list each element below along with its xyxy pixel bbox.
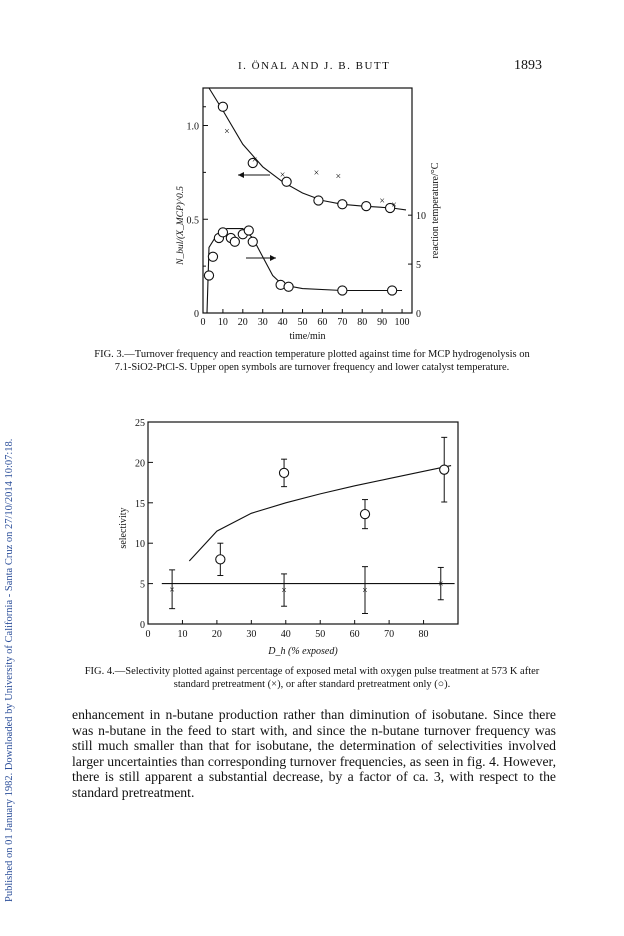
fig4-x-tick-label: 10 xyxy=(177,629,188,640)
fig4-point-cross: × xyxy=(437,579,444,591)
fig3-point-cross: × xyxy=(391,199,397,211)
fig3-point-circle xyxy=(244,226,253,235)
fig4-point-circle xyxy=(279,468,288,477)
fig4-x-axis-label: D_h (% exposed) xyxy=(268,646,338,657)
body-paragraph xyxy=(72,707,556,800)
page-number: 1893 xyxy=(514,58,542,73)
fig3-x-tick-label: 10 xyxy=(217,317,228,328)
fig4-plot-frame xyxy=(148,422,458,624)
fig4-point-cross: × xyxy=(362,585,368,597)
fig3-point-cross: × xyxy=(224,126,230,138)
fig4-y-tick-label: 0 xyxy=(140,620,145,631)
fig4-point-cross: × xyxy=(281,585,287,597)
fig3-y-tick-label: 1.0 xyxy=(186,121,199,133)
fig3-x-tick-label: 100 xyxy=(394,317,410,328)
fig3-y2-origin-label: 0 xyxy=(416,309,421,320)
fig3-point-circle xyxy=(230,237,239,246)
figure-3-caption-line1: FIG. 3.—Turnover frequency and reaction temperature plotted against time for MCP hydrogenolysis on xyxy=(94,349,530,360)
fig3-point-circle xyxy=(284,282,293,291)
figure-4-caption-line2: standard pretreatment (×), or after standard pretreatment only (○). xyxy=(173,679,451,690)
fig3-point-circle xyxy=(218,228,227,237)
fig3-y2-tick-label: 5 xyxy=(416,260,421,272)
fig4-point-circle xyxy=(440,465,449,474)
fig4-x-tick-label: 30 xyxy=(246,629,257,640)
fig4-point-circle xyxy=(360,510,369,519)
fig4-point-cross: × xyxy=(169,584,175,596)
fig3-point-cross: × xyxy=(313,167,320,179)
fig3-arrowhead-left xyxy=(238,172,244,178)
fig3-point-circle xyxy=(338,200,347,209)
fig4-y-tick-label: 20 xyxy=(135,458,145,470)
download-watermark[interactable]: Published on 01 January 1982. Downloaded by University of California - Santa Cruz on 27/10/2014 10:07:18. xyxy=(4,438,15,902)
fig4-y-axis-label: selectivity xyxy=(118,507,129,549)
fig4-y-tick-label: 15 xyxy=(135,498,145,510)
fig4-x-tick-label: 0 xyxy=(145,629,151,640)
figure-4-caption-line1: FIG. 4.—Selectivity plotted against percentage of exposed metal with oxygen pulse treatment at 573 K after xyxy=(84,666,540,677)
fig3-x-tick-label: 70 xyxy=(337,317,348,328)
fig3-arrowhead-right xyxy=(270,255,276,261)
fig3-x-tick-label: 90 xyxy=(377,317,388,328)
fig3-point-circle xyxy=(362,202,371,211)
fig3-point-circle xyxy=(387,286,396,295)
fig3-x-tick-label: 30 xyxy=(257,317,268,328)
fig3-point-cross: × xyxy=(335,171,342,183)
fig3-point-cross: × xyxy=(379,196,385,207)
fig3-x-tick-label: 0 xyxy=(200,317,206,328)
fig4-x-tick-label: 70 xyxy=(384,629,395,640)
fig4-y-tick-label: 25 xyxy=(135,418,145,429)
fig4-fit-curve xyxy=(189,466,451,561)
figure-3-caption-line2: 7.1-SiO2-PtCl-S. Upper open symbols are turnover frequency and lower catalyst temperature. xyxy=(114,362,510,373)
fig3-x-tick-label: 60 xyxy=(317,317,328,328)
fig3-point-cross: × xyxy=(279,169,286,181)
figure-3-caption xyxy=(62,348,562,374)
fig3-point-circle xyxy=(204,271,213,280)
fig3-fit-curve xyxy=(209,88,406,210)
fig3-y-tick-label: 0.5 xyxy=(186,215,199,227)
fig4-x-tick-label: 40 xyxy=(280,629,291,640)
fig3-point-cross: × xyxy=(251,154,258,166)
fig3-y2-tick-label: 10 xyxy=(416,211,426,223)
fig3-y-axis-label: N_bul/(X_MCP)^0.5 xyxy=(176,186,186,265)
fig4-x-tick-label: 80 xyxy=(418,629,429,640)
fig3-point-circle xyxy=(218,102,227,111)
fig3-point-circle xyxy=(338,286,347,295)
fig3-y-origin-label: 0 xyxy=(194,309,199,320)
fig4-x-tick-label: 20 xyxy=(211,629,222,640)
fig3-point-circle xyxy=(248,237,257,246)
fig4-y-tick-label: 10 xyxy=(135,539,145,551)
fig3-x-axis-label: time/min xyxy=(289,331,326,342)
body-text: enhancement in n-butane production rather than diminution of isobutane. Since there was n-butane in the feed to start with, and since the n-butane turnover frequency was still much smaller than that for isobutane, the determination of selectivities involved larger uncertainties than corresponding turnover frequencies, as seen in fig. 4. However, there is still apparent a substantial decrease, by a factor of ca. 3, with respect to the standard pretreatment. xyxy=(72,707,556,800)
fig4-point-circle xyxy=(216,555,225,564)
fig4-x-tick-label: 60 xyxy=(349,629,360,640)
fig3-x-tick-label: 40 xyxy=(277,317,288,328)
fig4-y-tick-label: 5 xyxy=(140,579,145,591)
running-head: I. ÖNAL AND J. B. BUTT xyxy=(238,60,391,72)
figure-4-caption xyxy=(62,665,562,691)
fig3-x-tick-label: 80 xyxy=(357,317,368,328)
fig4-x-tick-label: 50 xyxy=(315,629,326,640)
fig3-point-circle xyxy=(208,252,217,261)
fig3-y2-axis-label: reaction temperature/°C xyxy=(430,162,441,259)
fig3-x-tick-label: 20 xyxy=(237,317,248,328)
fig3-x-tick-label: 50 xyxy=(297,317,308,328)
fig3-point-circle xyxy=(314,196,323,205)
